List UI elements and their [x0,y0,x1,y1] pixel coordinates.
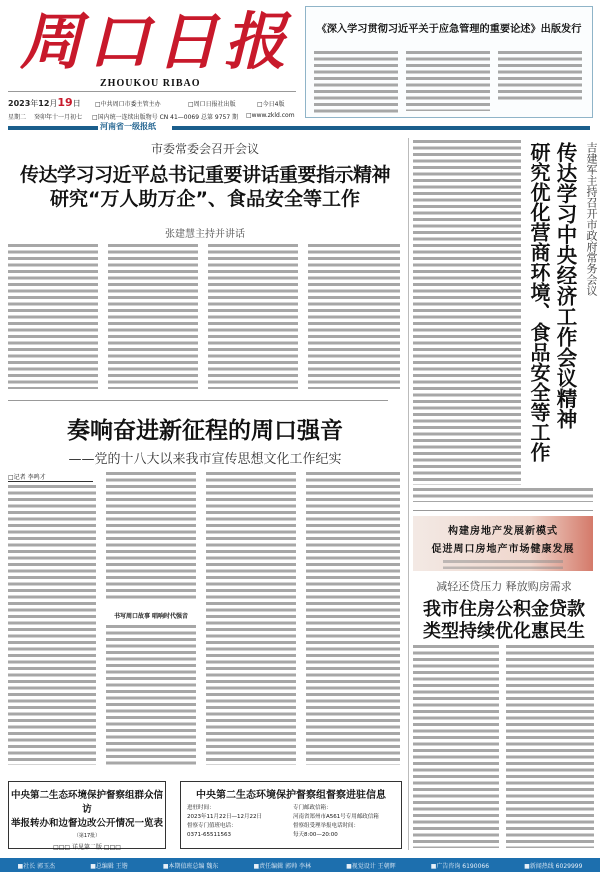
body-text [8,485,96,765]
footer-item: ■广告咨询 6190066 [430,862,490,870]
footer-item: ■总编辑 王锴 [90,862,128,870]
box-title: 中央第二生态环境保护督察组群众信访 [10,790,163,815]
lead-deck: 张建慧主持并讲话 [165,229,245,240]
body-text [314,51,398,113]
body-text [8,244,98,389]
right-headline[interactable]: 传达学习中央经济工作会议精神 [553,142,577,429]
weekday: 星期二 [8,114,27,121]
info-line: 0371-65511563 [187,832,231,838]
date-sep: 日 [72,99,81,108]
date-sep: 月 [49,99,58,108]
band-left [8,126,98,130]
box-title: 中央第二生态环境保护督察组督察进驻信息 [196,790,386,801]
housing-headline-2[interactable]: 类型持续优化惠民生 [423,621,585,642]
staff-footer [0,858,600,872]
website-link[interactable]: □www.zkld.com [246,112,295,119]
body-text [413,140,521,485]
info-line: 督察组受理举报电话时间： [293,823,360,829]
box-title-2: 举报转办和边督边改公开情况一览表 [10,818,163,829]
body-text [506,645,594,848]
newspaper-logo: 周口日报 [20,5,293,78]
box-note: （第17批） [73,833,101,839]
feature-subhead: 书写周口故事 唱响时代强音 [113,613,189,620]
column-divider [408,138,409,850]
inspection-info-box [180,781,402,849]
footer-item: ■责任编辑 郭帅 李林 [253,862,311,870]
publisher-office: □周口日报社出版 [188,101,236,108]
date-day: 19 [57,96,73,109]
body-text [306,472,400,765]
housing-headline[interactable]: 我市住房公积金贷款 [423,599,585,620]
date-sep: 年 [30,99,39,108]
byline: □记者 李鸣才 [8,472,93,482]
banner-line-2: 促进周口房地产市场健康发展 [431,544,575,555]
body-text [108,244,198,389]
body-text [413,645,499,848]
body-text [498,51,582,103]
top-news-box [305,6,593,118]
body-text [413,488,593,502]
body-text [106,472,196,602]
info-line: 河南省郑州市A561号专用邮政信箱 [293,814,379,820]
feature-subtitle: ——党的十八大以来我市宣传思想文化工作纪实 [68,452,342,467]
see-page-link[interactable]: □□□ 详见第二版 □□□ [53,844,121,851]
lunar-date: 癸卯年十一月初七 [34,114,83,121]
real-estate-banner [413,516,593,571]
info-line: 进驻时间： [187,805,215,811]
divider [8,400,388,401]
page-count: □今日4版 [257,101,285,108]
body-text [308,244,400,389]
body-text [106,625,196,765]
feature-headline[interactable]: 奏响奋进新征程的周口强音 [67,417,343,444]
right-headline-2[interactable]: 研究优化营商环境、食品安全等工作 [527,142,551,462]
lead-headline[interactable]: 传达学习习近平总书记重要讲话重要指示精神 [19,164,390,186]
serial-number: □国内统一连续出版物号 CN 41—0069 总第 9757 期 [92,114,239,121]
divider [413,510,593,511]
info-line: 2023年11月22日—12月22日 [187,814,262,820]
body-text [406,51,490,111]
logo-pinyin: ZHOUKOU RIBAO [100,78,201,89]
body-text [208,244,298,389]
date-month: 12 [38,99,50,108]
divider [8,91,296,92]
footer-item: ■社长 郭玉杰 [17,862,56,870]
right-kicker: 吉建军主持召开市政府常务会议 [585,142,598,296]
lead-kicker: 市委常委会召开会议 [150,142,259,156]
info-line: 督察专门值班电话： [187,823,237,829]
inspection-box[interactable] [8,781,166,849]
info-line: 专门邮政信箱： [293,805,332,811]
lead-headline-2[interactable]: 研究“万人助万企”、食品安全等工作 [50,188,360,210]
footer-item: ■新闻热线 6029999 [524,862,583,870]
footer-item: ■本期值班总编 魏东 [162,862,219,870]
date-year: 2023 [8,99,31,108]
issue-date [8,96,81,109]
footer-item: ■视觉设计 王朝辉 [346,862,396,870]
body-text [206,472,296,765]
banner-line: 构建房地产发展新模式 [448,526,558,537]
top-box-headline[interactable]: 《深入学习贯彻习近平关于应急管理的重要论述》出版发行 [316,24,582,35]
publisher: □中共周口市委主管主办 [95,101,161,108]
band-right [172,126,590,130]
info-line: 每天8:00—20:00 [293,832,338,838]
banner-sponsors [443,560,563,569]
housing-kicker: 减轻还贷压力 释放购房需求 [436,580,572,593]
newspaper-level: 河南省一级报纸 [100,122,156,131]
